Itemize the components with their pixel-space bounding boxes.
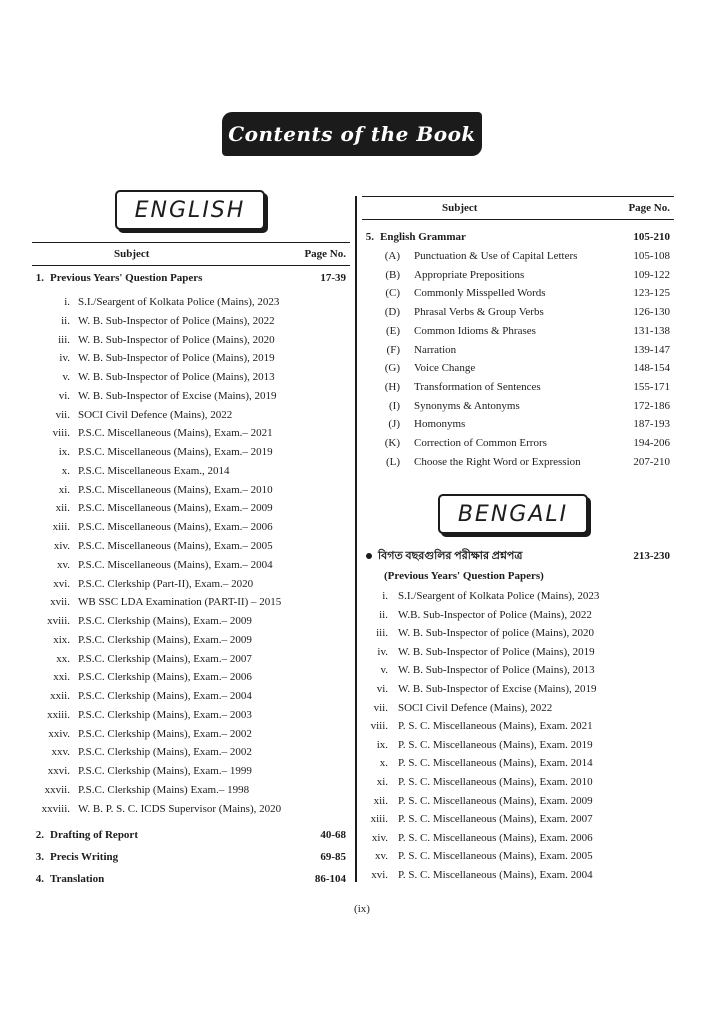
paper-row (32, 425, 350, 441)
item-number: vi. (376, 683, 388, 695)
item-number: xxi. (53, 671, 70, 684)
item-number: (I) (389, 399, 400, 412)
item-number: ix. (376, 738, 388, 751)
bengali-paper-row (362, 867, 674, 883)
item-number: i. (64, 296, 70, 308)
item-number: xvi. (53, 577, 70, 590)
item-number: vii. (373, 701, 388, 714)
item-title: W. B. Sub-Inspector of Police (Mains), 2022 (78, 314, 275, 327)
item-number: vi. (58, 389, 70, 402)
item-title: W. B. Sub-Inspector of Excise (Mains), 2019 (398, 683, 597, 695)
item-title: English Grammar (380, 231, 466, 243)
item-title: W. B. P. S. C. ICDS Supervisor (Mains), 2020 (78, 802, 282, 815)
item-number: xii. (373, 794, 388, 807)
bengali-paper-row (362, 848, 674, 864)
bengali-paper-row (362, 700, 674, 716)
section-row (32, 270, 350, 286)
item-pages: 69-85 (320, 851, 346, 863)
item-number: xii. (55, 502, 70, 515)
item-pages: 40-68 (320, 829, 346, 841)
paper-row (32, 444, 350, 460)
grammar-item-row (362, 248, 674, 264)
item-title: Phrasal Verbs & Group Verbs (414, 306, 544, 319)
item-number: iv. (59, 352, 70, 365)
paper-row (32, 369, 350, 385)
item-pages: 187-193 (633, 418, 670, 431)
item-title: P.S.C. Clerkship (Mains), Exam.– 2009 (78, 615, 252, 628)
item-pages: 109-122 (633, 268, 670, 281)
item-number: xiii. (52, 521, 70, 534)
item-number: xxviii. (41, 802, 70, 815)
grammar-item-row (362, 267, 674, 283)
page-no-header: Page No. (304, 248, 346, 260)
item-title: WB SSC LDA Examination (PART-II) – 2015 (78, 596, 282, 609)
item-title: P.S.C. Clerkship (Mains), Exam.– 2009 (78, 633, 252, 646)
item-number: x. (379, 757, 388, 770)
item-title: Transformation of Sentences (414, 380, 541, 393)
item-title: W. B. Sub-Inspector of Police (Mains), 2013 (398, 664, 595, 677)
item-title: SOCI Civil Defence (Mains), 2022 (78, 408, 233, 421)
item-number: viii. (370, 720, 388, 733)
subject-header: Subject (114, 248, 150, 260)
item-number: xvi. (371, 869, 388, 881)
bengali-paper-row (362, 793, 674, 809)
paper-row (32, 594, 350, 610)
paper-row (32, 651, 350, 667)
item-number: (K) (384, 437, 400, 449)
bengali-paper-row (362, 737, 674, 753)
item-title: Translation (50, 873, 105, 885)
bengali-section-pages: 213-230 (633, 550, 670, 562)
item-title: Homonyms (414, 418, 466, 431)
item-number: xxvi. (47, 765, 70, 778)
item-pages: 123-125 (633, 287, 670, 300)
item-title: W. B. Sub-Inspector of Police (Mains), 2019 (78, 352, 275, 365)
item-number: xxvii. (44, 784, 70, 797)
item-number: xi. (58, 483, 70, 496)
paper-row (32, 500, 350, 516)
item-number: xx. (56, 652, 70, 665)
item-number: (J) (388, 418, 400, 431)
grammar-item-row (362, 416, 674, 432)
item-pages: 105-210 (633, 231, 670, 243)
grammar-item-row (362, 360, 674, 376)
bengali-paper-row (362, 625, 674, 641)
item-pages: 172-186 (633, 399, 670, 412)
bengali-label: BENGALI (438, 494, 588, 534)
item-title: Voice Change (414, 362, 476, 375)
item-number: xxiv. (48, 727, 70, 740)
item-title: Precis Writing (50, 851, 119, 863)
paper-row (32, 576, 350, 592)
grammar-section-row (362, 229, 674, 245)
item-title: P.S.C. Clerkship (Mains), Exam.– 2004 (78, 690, 252, 703)
grammar-item-row (362, 435, 674, 451)
paper-row (32, 388, 350, 404)
item-title: P.S.C. Clerkship (Part-II), Exam.– 2020 (78, 577, 254, 590)
item-number: (D) (384, 306, 400, 319)
paper-row (32, 688, 350, 704)
paper-row (32, 726, 350, 742)
item-pages: 194-206 (633, 437, 670, 449)
item-number: 4. (35, 873, 44, 885)
english-table-header (32, 242, 350, 266)
paper-row (32, 763, 350, 779)
bengali-paper-row (362, 588, 674, 604)
item-number: xv. (374, 850, 388, 863)
item-number: (L) (385, 455, 400, 468)
bengali-section-row (378, 548, 674, 564)
item-number: xxii. (50, 690, 70, 703)
item-title: P. S. C. Miscellaneous (Mains), Exam. 2019 (398, 738, 593, 751)
item-title: W.B. Sub-Inspector of Police (Mains), 2022 (398, 608, 592, 621)
item-number: ii. (379, 608, 388, 621)
book-contents-title: Contents of the Book (222, 112, 482, 156)
item-number: v. (380, 664, 388, 677)
paper-row (32, 519, 350, 535)
item-title: P. S. C. Miscellaneous (Mains), Exam. 2014 (398, 757, 593, 770)
item-title: P. S. C. Miscellaneous (Mains), Exam. 2004 (398, 869, 593, 881)
bengali-section-subtitle: (Previous Years' Question Papers) (384, 570, 544, 582)
item-pages: 155-171 (633, 380, 670, 393)
item-title: Previous Years' Question Papers (50, 272, 203, 284)
item-title: P.S.C. Miscellaneous (Mains), Exam.– 2010 (78, 483, 273, 496)
bullet-icon (366, 553, 372, 559)
section-row (32, 827, 350, 843)
item-title: P. S. C. Miscellaneous (Mains), Exam. 2007 (398, 813, 593, 826)
paper-row (32, 463, 350, 479)
item-number: xix. (53, 633, 70, 646)
item-title: Choose the Right Word or Expression (414, 455, 581, 468)
item-title: P. S. C. Miscellaneous (Mains), Exam. 2010 (398, 776, 593, 788)
item-title: P. S. C. Miscellaneous (Mains), Exam. 2021 (398, 720, 593, 733)
item-number: iv. (377, 645, 388, 658)
item-title: W. B. Sub-Inspector of police (Mains), 2020 (398, 627, 595, 640)
item-title: P. S. C. Miscellaneous (Mains), Exam. 2009 (398, 794, 593, 807)
item-number: ix. (58, 446, 70, 459)
item-title: P.S.C. Clerkship (Mains), Exam.– 1999 (78, 765, 252, 778)
item-title: P.S.C. Clerkship (Mains) Exam.– 1998 (78, 784, 250, 797)
item-title: P.S.C. Miscellaneous Exam., 2014 (78, 464, 230, 477)
english-label: ENGLISH (115, 190, 265, 230)
paper-row (32, 313, 350, 329)
item-number: xi. (376, 776, 388, 788)
item-title: Punctuation & Use of Capital Letters (414, 250, 578, 262)
item-number: ii. (61, 314, 70, 327)
right-table-header (362, 196, 674, 220)
item-pages: 207-210 (633, 455, 670, 468)
item-number: (F) (386, 343, 400, 356)
item-number: xiv. (371, 831, 388, 844)
item-number: (H) (384, 380, 400, 393)
item-number: 5. (365, 231, 374, 243)
item-title: P.S.C. Clerkship (Mains), Exam.– 2002 (78, 746, 252, 759)
item-pages: 105-108 (633, 250, 670, 262)
item-number: xviii. (47, 615, 70, 628)
bengali-paper-row (362, 662, 674, 678)
page-number: (ix) (354, 903, 370, 915)
paper-row (32, 669, 350, 685)
item-title: W. B. Sub-Inspector of Police (Mains), 2019 (398, 645, 595, 658)
item-number: (C) (385, 287, 400, 300)
item-pages: 148-154 (633, 362, 670, 375)
item-title: S.I./Seargent of Kolkata Police (Mains), 2023 (398, 590, 600, 602)
paper-row (32, 482, 350, 498)
item-title: P.S.C. Clerkship (Mains), Exam.– 2002 (78, 727, 252, 740)
item-title: P.S.C. Clerkship (Mains), Exam.– 2003 (78, 708, 252, 721)
paper-row (32, 632, 350, 648)
section-row (32, 871, 350, 887)
bengali-paper-row (362, 811, 674, 827)
item-title: P.S.C. Miscellaneous (Mains), Exam.– 2006 (78, 521, 273, 534)
item-number: vii. (55, 408, 70, 421)
item-number: xiv. (53, 540, 70, 552)
bengali-paper-row (362, 830, 674, 846)
subject-header: Subject (442, 202, 478, 214)
bengali-paper-row (362, 681, 674, 697)
item-number: (A) (384, 250, 400, 262)
paper-row (32, 613, 350, 629)
item-title: Common Idioms & Phrases (414, 324, 536, 337)
item-number: v. (62, 371, 70, 384)
grammar-item-row (362, 323, 674, 339)
item-title: W. B. Sub-Inspector of Excise (Mains), 2019 (78, 389, 277, 402)
item-number: (G) (384, 362, 400, 375)
grammar-item-row (362, 379, 674, 395)
item-number: 3. (35, 851, 44, 863)
item-title: P. S. C. Miscellaneous (Mains), Exam. 2006 (398, 831, 593, 844)
item-pages: 126-130 (633, 306, 670, 319)
page-no-header: Page No. (628, 202, 670, 214)
paper-row (32, 557, 350, 573)
item-title: S.I./Seargent of Kolkata Police (Mains), 2023 (78, 296, 280, 308)
item-number: iii. (58, 333, 70, 346)
bengali-paper-row (362, 607, 674, 623)
item-title: P.S.C. Miscellaneous (Mains), Exam.– 2009 (78, 502, 273, 515)
item-title: P.S.C. Clerkship (Mains), Exam.– 2006 (78, 671, 252, 684)
paper-row (32, 350, 350, 366)
grammar-item-row (362, 342, 674, 358)
item-title: P. S. C. Miscellaneous (Mains), Exam. 2005 (398, 850, 593, 863)
item-title: Appropriate Prepositions (414, 268, 525, 281)
paper-row (32, 707, 350, 723)
grammar-item-row (362, 398, 674, 414)
paper-row (32, 538, 350, 554)
item-number: xvii. (50, 596, 70, 609)
grammar-item-row (362, 454, 674, 470)
bengali-paper-row (362, 774, 674, 790)
item-number: xiii. (370, 813, 388, 826)
item-title: Drafting of Report (50, 829, 138, 841)
bengali-paper-row (362, 718, 674, 734)
item-title: W. B. Sub-Inspector of Police (Mains), 2020 (78, 333, 275, 346)
column-divider (355, 196, 357, 882)
item-title: P.S.C. Miscellaneous (Mains), Exam.– 2004 (78, 558, 273, 571)
paper-row (32, 744, 350, 760)
item-title: Commonly Misspelled Words (414, 287, 546, 300)
item-number: i. (382, 590, 388, 602)
bengali-section-title: বিগত বছরগুলির পরীক্ষার প্রশ্নপত্র (378, 550, 523, 562)
item-title: P.S.C. Miscellaneous (Mains), Exam.– 2021 (78, 427, 273, 440)
item-title: P.S.C. Clerkship (Mains), Exam.– 2007 (78, 652, 252, 665)
item-number: x. (61, 464, 70, 477)
item-title: SOCI Civil Defence (Mains), 2022 (398, 701, 553, 714)
item-title: P.S.C. Miscellaneous (Mains), Exam.– 2019 (78, 446, 273, 459)
item-number: xxv. (51, 746, 70, 759)
item-number: 2. (35, 829, 44, 841)
paper-row (32, 407, 350, 423)
item-title: W. B. Sub-Inspector of Police (Mains), 2013 (78, 371, 275, 384)
grammar-item-row (362, 285, 674, 301)
item-title: Narration (414, 343, 457, 356)
item-number: 1. (35, 272, 44, 284)
paper-row (32, 782, 350, 798)
item-number: xv. (56, 558, 70, 571)
grammar-item-row (362, 304, 674, 320)
item-number: (B) (385, 268, 400, 281)
item-pages: 17-39 (320, 272, 346, 284)
bengali-paper-row (362, 755, 674, 771)
bengali-paper-row (362, 644, 674, 660)
item-number: (E) (385, 324, 400, 337)
item-title: Correction of Common Errors (414, 437, 547, 449)
item-number: xxiii. (47, 708, 70, 721)
item-pages: 139-147 (633, 343, 670, 356)
item-title: P.S.C. Miscellaneous (Mains), Exam.– 2005 (78, 540, 273, 552)
section-row (32, 849, 350, 865)
item-number: viii. (52, 427, 70, 440)
item-number: iii. (376, 627, 388, 640)
item-pages: 131-138 (633, 324, 670, 337)
paper-row (32, 294, 350, 310)
paper-row (32, 801, 350, 817)
item-title: Synonyms & Antonyms (414, 399, 520, 412)
paper-row (32, 332, 350, 348)
item-pages: 86-104 (314, 873, 346, 885)
